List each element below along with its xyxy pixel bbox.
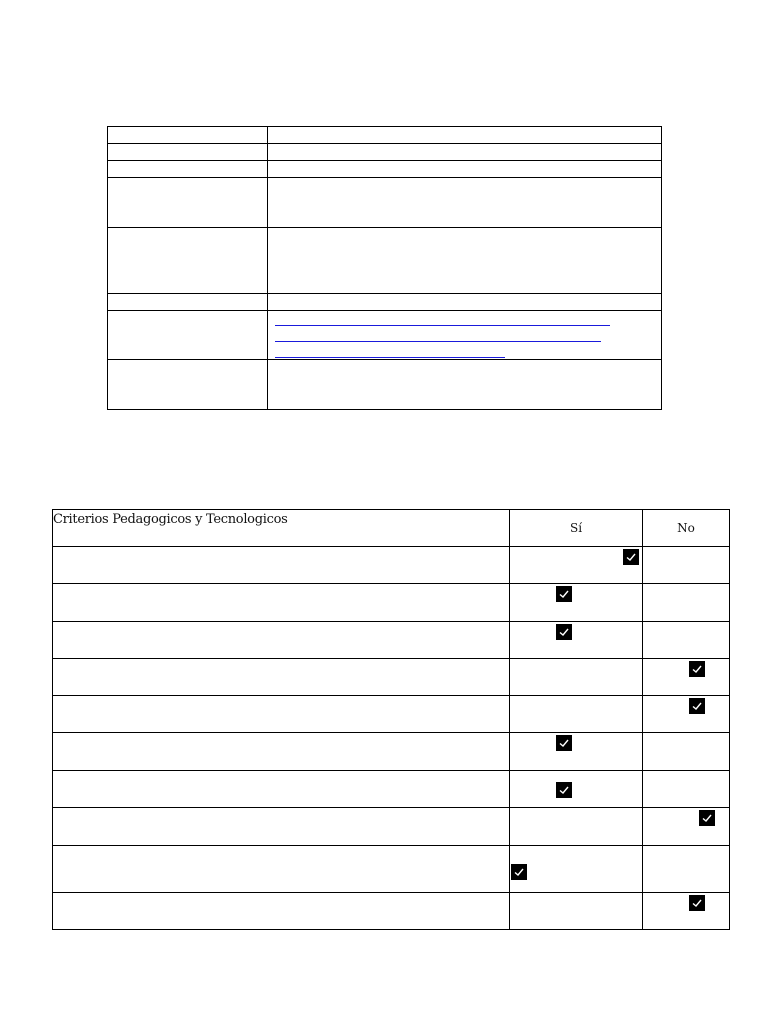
yes-cell — [510, 547, 643, 584]
criteria-row — [53, 696, 730, 733]
info-row — [108, 294, 662, 311]
no-cell — [643, 584, 730, 622]
no-cell — [643, 808, 730, 846]
info-row — [108, 161, 662, 178]
checkbox-checked-icon[interactable] — [699, 810, 715, 826]
info-label-cell — [108, 294, 268, 311]
yes-cell — [510, 733, 643, 771]
checkbox-checked-icon[interactable] — [689, 661, 705, 677]
checkbox-checked-icon[interactable] — [689, 895, 705, 911]
no-cell — [643, 659, 730, 696]
yes-cell — [510, 584, 643, 622]
info-value-cell — [268, 360, 662, 410]
criteria-text-cell — [53, 733, 510, 771]
no-cell — [643, 696, 730, 733]
yes-cell — [510, 622, 643, 659]
criteria-row — [53, 733, 730, 771]
criteria-header-row — [53, 510, 730, 547]
info-label-cell — [108, 127, 268, 144]
criteria-row — [53, 808, 730, 846]
criteria-text-cell — [53, 696, 510, 733]
yes-cell — [510, 771, 643, 808]
info-value-cell — [268, 228, 662, 294]
no-cell — [643, 547, 730, 584]
info-row — [108, 144, 662, 161]
yes-cell — [510, 846, 643, 893]
no-column-header: No — [643, 510, 730, 547]
hyperlink-underline[interactable] — [275, 325, 610, 326]
criteria-text-cell — [53, 846, 510, 893]
info-value-cell — [268, 178, 662, 228]
yes-cell — [510, 659, 643, 696]
no-cell — [643, 733, 730, 771]
info-row — [108, 178, 662, 228]
criteria-text-cell — [53, 771, 510, 808]
info-row — [108, 311, 662, 360]
yes-cell — [510, 808, 643, 846]
hyperlink-underline[interactable] — [275, 357, 505, 358]
info-row — [108, 127, 662, 144]
info-label-cell — [108, 360, 268, 410]
no-cell — [643, 622, 730, 659]
criteria-row — [53, 622, 730, 659]
criteria-row — [53, 846, 730, 893]
info-value-cell — [268, 127, 662, 144]
info-value-cell — [268, 294, 662, 311]
info-value-cell — [268, 161, 662, 178]
yes-column-header: Sí — [510, 510, 643, 547]
criteria-row — [53, 659, 730, 696]
info-table — [107, 126, 662, 410]
info-row — [108, 228, 662, 294]
no-cell — [643, 771, 730, 808]
info-links-cell — [268, 311, 662, 360]
criteria-text-cell — [53, 808, 510, 846]
info-label-cell — [108, 161, 268, 178]
info-value-cell — [268, 144, 662, 161]
yes-cell — [510, 696, 643, 733]
checkbox-checked-icon[interactable] — [556, 782, 572, 798]
hyperlink-underline[interactable] — [275, 341, 601, 342]
criteria-text-cell — [53, 659, 510, 696]
criteria-text-cell — [53, 547, 510, 584]
criteria-row — [53, 771, 730, 808]
info-row — [108, 360, 662, 410]
criteria-header: Criterios Pedagogicos y Tecnologicos — [53, 510, 510, 547]
criteria-row — [53, 893, 730, 930]
info-label-cell — [108, 178, 268, 228]
checkbox-checked-icon[interactable] — [556, 586, 572, 602]
criteria-text-cell — [53, 584, 510, 622]
checkbox-checked-icon[interactable] — [511, 864, 527, 880]
no-cell — [643, 846, 730, 893]
checkbox-checked-icon[interactable] — [623, 549, 639, 565]
criteria-row — [53, 584, 730, 622]
checkbox-checked-icon[interactable] — [689, 698, 705, 714]
criteria-text-cell — [53, 622, 510, 659]
info-label-cell — [108, 311, 268, 360]
info-label-cell — [108, 144, 268, 161]
yes-cell — [510, 893, 643, 930]
no-cell — [643, 893, 730, 930]
checkbox-checked-icon[interactable] — [556, 735, 572, 751]
criteria-table — [52, 509, 730, 930]
info-label-cell — [108, 228, 268, 294]
criteria-row — [53, 547, 730, 584]
checkbox-checked-icon[interactable] — [556, 624, 572, 640]
criteria-text-cell — [53, 893, 510, 930]
